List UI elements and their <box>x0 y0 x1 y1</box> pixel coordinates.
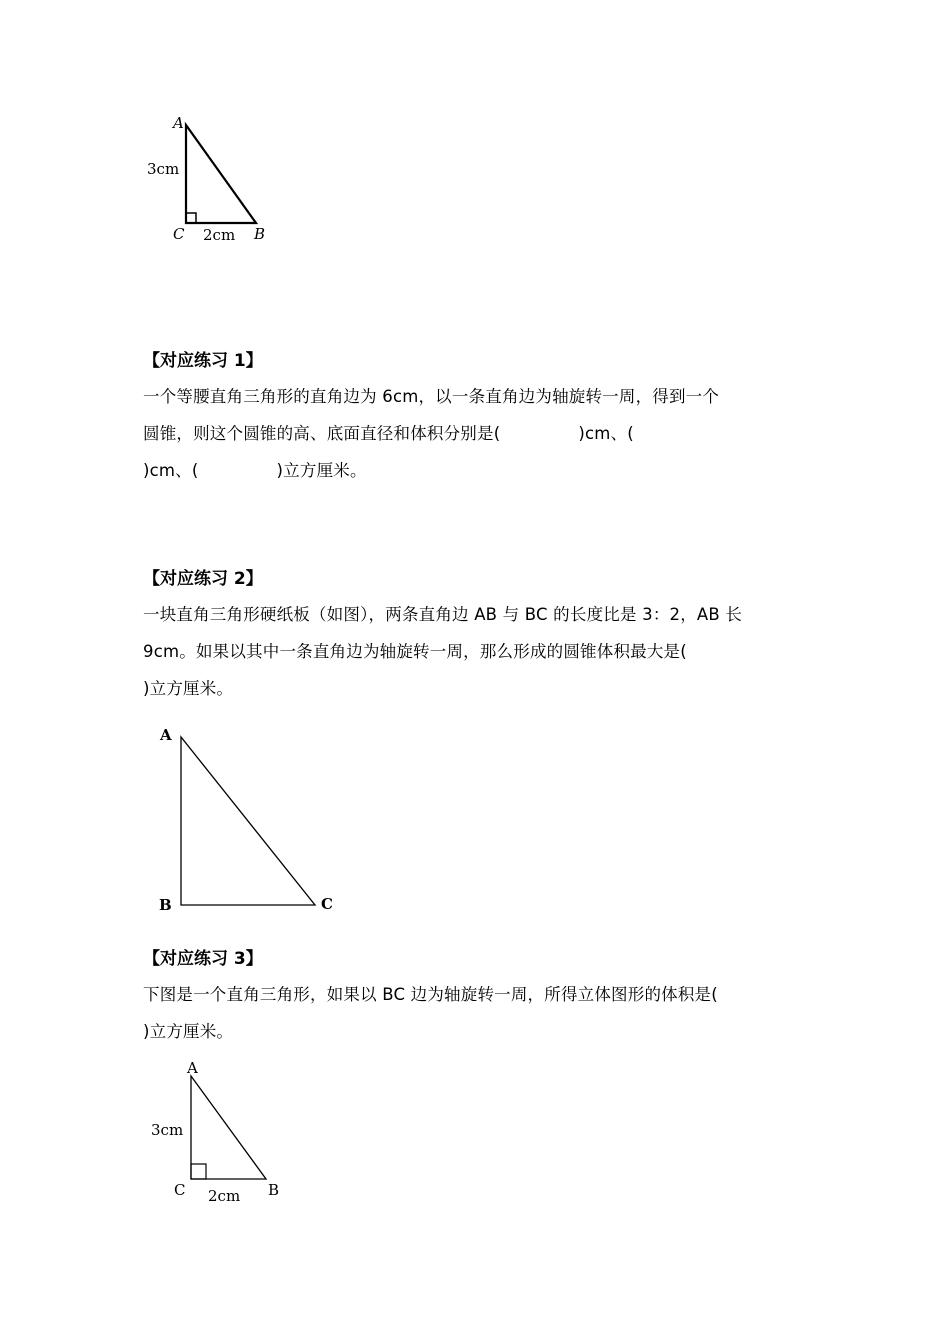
exercise1-line2 <box>143 423 634 445</box>
exercise2-line3: )立方厘米。 <box>143 679 234 698</box>
triangle-figure-top <box>140 110 290 250</box>
triangle-figure-exercise2 <box>150 720 350 920</box>
vertex-label-a: A <box>187 1059 198 1077</box>
exercise2-heading: 【对应练习 2】 <box>143 569 263 589</box>
exercise1-line3 <box>143 460 367 482</box>
triangle-shape <box>186 125 256 223</box>
side-label-cb: 2cm <box>203 226 236 244</box>
side-label-ac: 3cm <box>151 1121 184 1139</box>
vertex-label-a: A <box>160 726 172 744</box>
exercise1-line1: 一个等腰直角三角形的直角边为 6cm，以一条直角边为轴旋转一周，得到一个 <box>143 387 720 406</box>
vertex-label-b: B <box>268 1181 280 1199</box>
right-angle-marker <box>186 213 196 223</box>
exercise1-line3-part-a: )cm、( <box>143 461 199 480</box>
exercise1-line3-part-b: )立方厘米。 <box>276 461 367 480</box>
vertex-label-c: C <box>174 1181 186 1199</box>
exercise3-heading: 【对应练习 3】 <box>143 949 263 969</box>
exercise3-line1: 下图是一个直角三角形，如果以 BC 边为轴旋转一周，所得立体图形的体积是( <box>143 985 718 1004</box>
exercise1-heading: 【对应练习 1】 <box>143 351 263 371</box>
triangle-shape <box>181 737 315 905</box>
side-label-ac: 3cm <box>147 160 180 178</box>
exercise3-line2: )立方厘米。 <box>143 1022 234 1041</box>
vertex-label-a: A <box>173 114 184 132</box>
exercise2-line1: 一块直角三角形硬纸板（如图），两条直角边 AB 与 BC 的长度比是 3：2，AB 长 <box>143 605 743 624</box>
exercise1-line2-part-a: 圆锥，则这个圆锥的高、底面直径和体积分别是( <box>143 424 501 443</box>
right-angle-marker <box>191 1164 206 1179</box>
exercise1-line2-part-b: )cm、( <box>578 424 634 443</box>
vertex-label-c: C <box>321 895 333 913</box>
vertex-label-b: B <box>159 896 172 914</box>
vertex-label-c: C <box>173 225 185 243</box>
triangle-figure-exercise3 <box>145 1055 295 1215</box>
side-label-cb: 2cm <box>208 1187 241 1205</box>
vertex-label-b: B <box>254 225 266 243</box>
exercise2-line2: 9cm。如果以其中一条直角边为轴旋转一周，那么形成的圆锥体积最大是( <box>143 642 687 661</box>
